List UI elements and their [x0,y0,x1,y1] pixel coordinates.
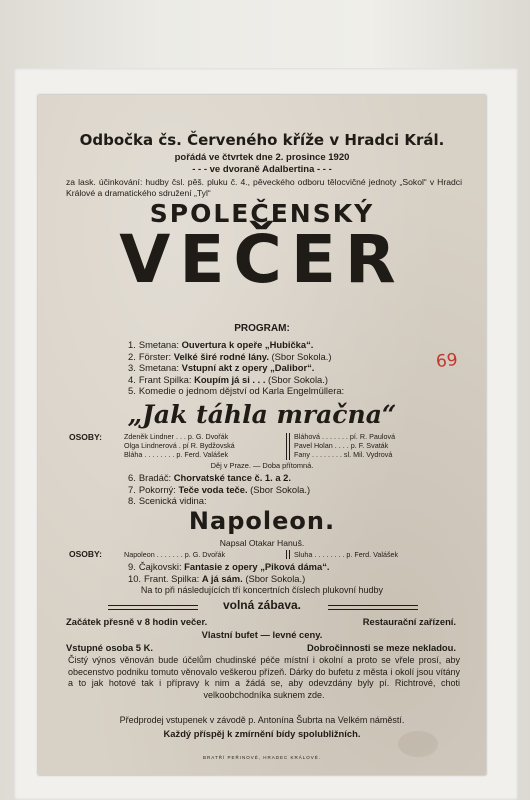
cast1-column-1: Zdeněk Lindner . . . p. G. Dvořák Olga Lindnerová . pí R. Bydžovská Bláha . . . . . . . . p. Ferd. Valášek [124,432,235,459]
program-item-work: Velké širé rodné lány. [173,350,269,362]
start-time: Začátek přesně v 8 hodin večer. [66,616,208,627]
program-item [128,385,448,397]
osoby-label-2: OSOBY: [69,549,102,559]
entry-price: Vstupné osoba 5 K. [66,642,153,653]
program-item-composer: Scenická vidina: [138,495,207,506]
program-item-performer: (Sbor Sokola.) [268,350,332,362]
cast2-column-2: Sluha . . . . . . . . p. Ferd. Valášek [294,550,399,559]
program-item-composer: Förster: [138,350,174,362]
proceeds-text: Čistý výnos věnován bude účelům chudinské péče místní i okolní a proto se vřele prosí, aby obecenstvo podniku tomuto věnovalo veškerou přízeň. Dárky do bufetu z města i okolí jsou vítány a to jak hotové tak i přípravy k nim a žádá se, aby odevzdány byly pí. Richtrové, choti velkoobchodníka suknem zde. [68,655,460,700]
play2-author: Napsal Otakar Hanuš. [219,538,305,548]
program-item-performer: (Sbor Sokola.) [242,572,306,584]
program-item-composer: Čajkovski: [138,561,185,572]
program-item-work: Koupím já si . . . [194,373,266,385]
buffet-note: Vlastní bufet — levné ceny. [201,629,323,640]
program-item [128,495,448,507]
program-item-number: 5. [128,385,136,396]
program-item-number: 9. [128,561,136,572]
program-item-composer: Komedie o jednom dějství od Karla Engelmüllera: [138,385,345,396]
charity-note: Dobročinnosti se meze nekladou. [307,642,456,653]
program-item-number: 6. [128,472,136,483]
program-item-work: Teče voda teče. [178,483,248,495]
closing-line: Každý příspěj k zmírnění bídy spolubližních. [163,728,361,739]
program-item [128,561,448,573]
program-item-work: Vstupní akt z opery „Dalibor“. [181,362,315,373]
program-list-3 [128,561,448,584]
venue-line: - - - ve dvoraně Adalbertina - - - [192,164,332,175]
ink-smudge [398,731,438,757]
program-item-number: 3. [128,362,136,373]
organizer-heading: Odbočka čs. Červeného kříže v Hradci Král. [79,131,445,149]
program-item-number: 10. [128,572,142,584]
play1-setting: Děj v Praze. — Doba přítomná. [210,461,314,470]
osoby-label: OSOBY: [69,432,102,442]
program-item [128,362,448,374]
title-line-1: SPOLEČENSKÝ [149,199,375,228]
printer-imprint: BRATŘÍ PEŘINOVÉ, HRADEC KRÁLOVÉ. [203,755,321,760]
program-item [128,573,448,585]
program-item-performer: (Sbor Sokola.) [265,373,328,385]
program-item [128,374,448,386]
program-item-work: A já sám. [201,572,243,584]
cast-divider [286,433,290,460]
program-item-number: 4. [128,373,136,385]
cast2-column-1: Napoleon . . . . . . . p. G. Dvořák [124,550,226,559]
program-item-work: Chorvatské tance č. 1. a 2. [173,472,291,483]
presale-note: Předprodej vstupenek v závodě p. Antonína Šubrta na Velkém náměstí. [119,715,405,725]
program-item-number: 8. [128,495,136,506]
program-item-work: Ouvertura k opeře „Hubička“. [181,339,314,350]
program-item [128,339,448,351]
program-heading: PROGRAM: [234,323,290,334]
program-item-composer: Frant Spilka: [138,373,195,385]
program-item-composer: Pokorný: [138,483,179,495]
program-item-number: 7. [128,483,136,495]
cooperation-text: za lask. účinkování: hudby čsl. pěš. pluku č. 4., pěveckého odboru tělocvičné jednoty „Sokol“ v Hradci Králové a dramatického sdružení „Tyl“ [66,177,462,198]
program-item-work: Fantasie z opery „Piková dáma“. [184,561,330,572]
program-item [128,472,448,484]
program-item-number: 1. [128,339,136,350]
program-item-composer: Frant. Spilka: [144,572,202,584]
program-list-1 [128,339,448,397]
play2-title: Napoleon. [188,507,336,535]
music-note: Na to při následujících tří koncertních číslech plukovní hudby [140,585,384,595]
poster [38,95,486,775]
cast-divider-2 [286,550,290,559]
handwritten-number: 69 [435,349,459,373]
program-item [128,351,448,363]
dance-line: volná zábava. [222,598,302,612]
date-line: pořádá ve čtvrtek dne 2. prosince 1920 [174,152,350,163]
program-item-composer: Bradáč: [138,472,174,483]
play1-title: „Jak táhla mračna“ [127,400,397,429]
program-item-performer: (Sbor Sokola.) [247,483,311,495]
cast1-column-2: Bláhová . . . . . . . pí. R. Paulová Pavel Holan . . . . p. F. Svaták Fany . . . . . . . . sl. Mil. Vydrová [294,432,396,459]
program-list-2 [128,472,448,507]
restaurant-note: Restaurační zařízení. [362,616,456,627]
program-item-number: 2. [128,350,136,362]
program-item [128,484,448,496]
program-item-composer: Smetana: [138,339,182,350]
title-line-2: VEČER [119,221,405,298]
program-item-composer: Smetana: [138,362,182,373]
rule-right [328,605,418,610]
